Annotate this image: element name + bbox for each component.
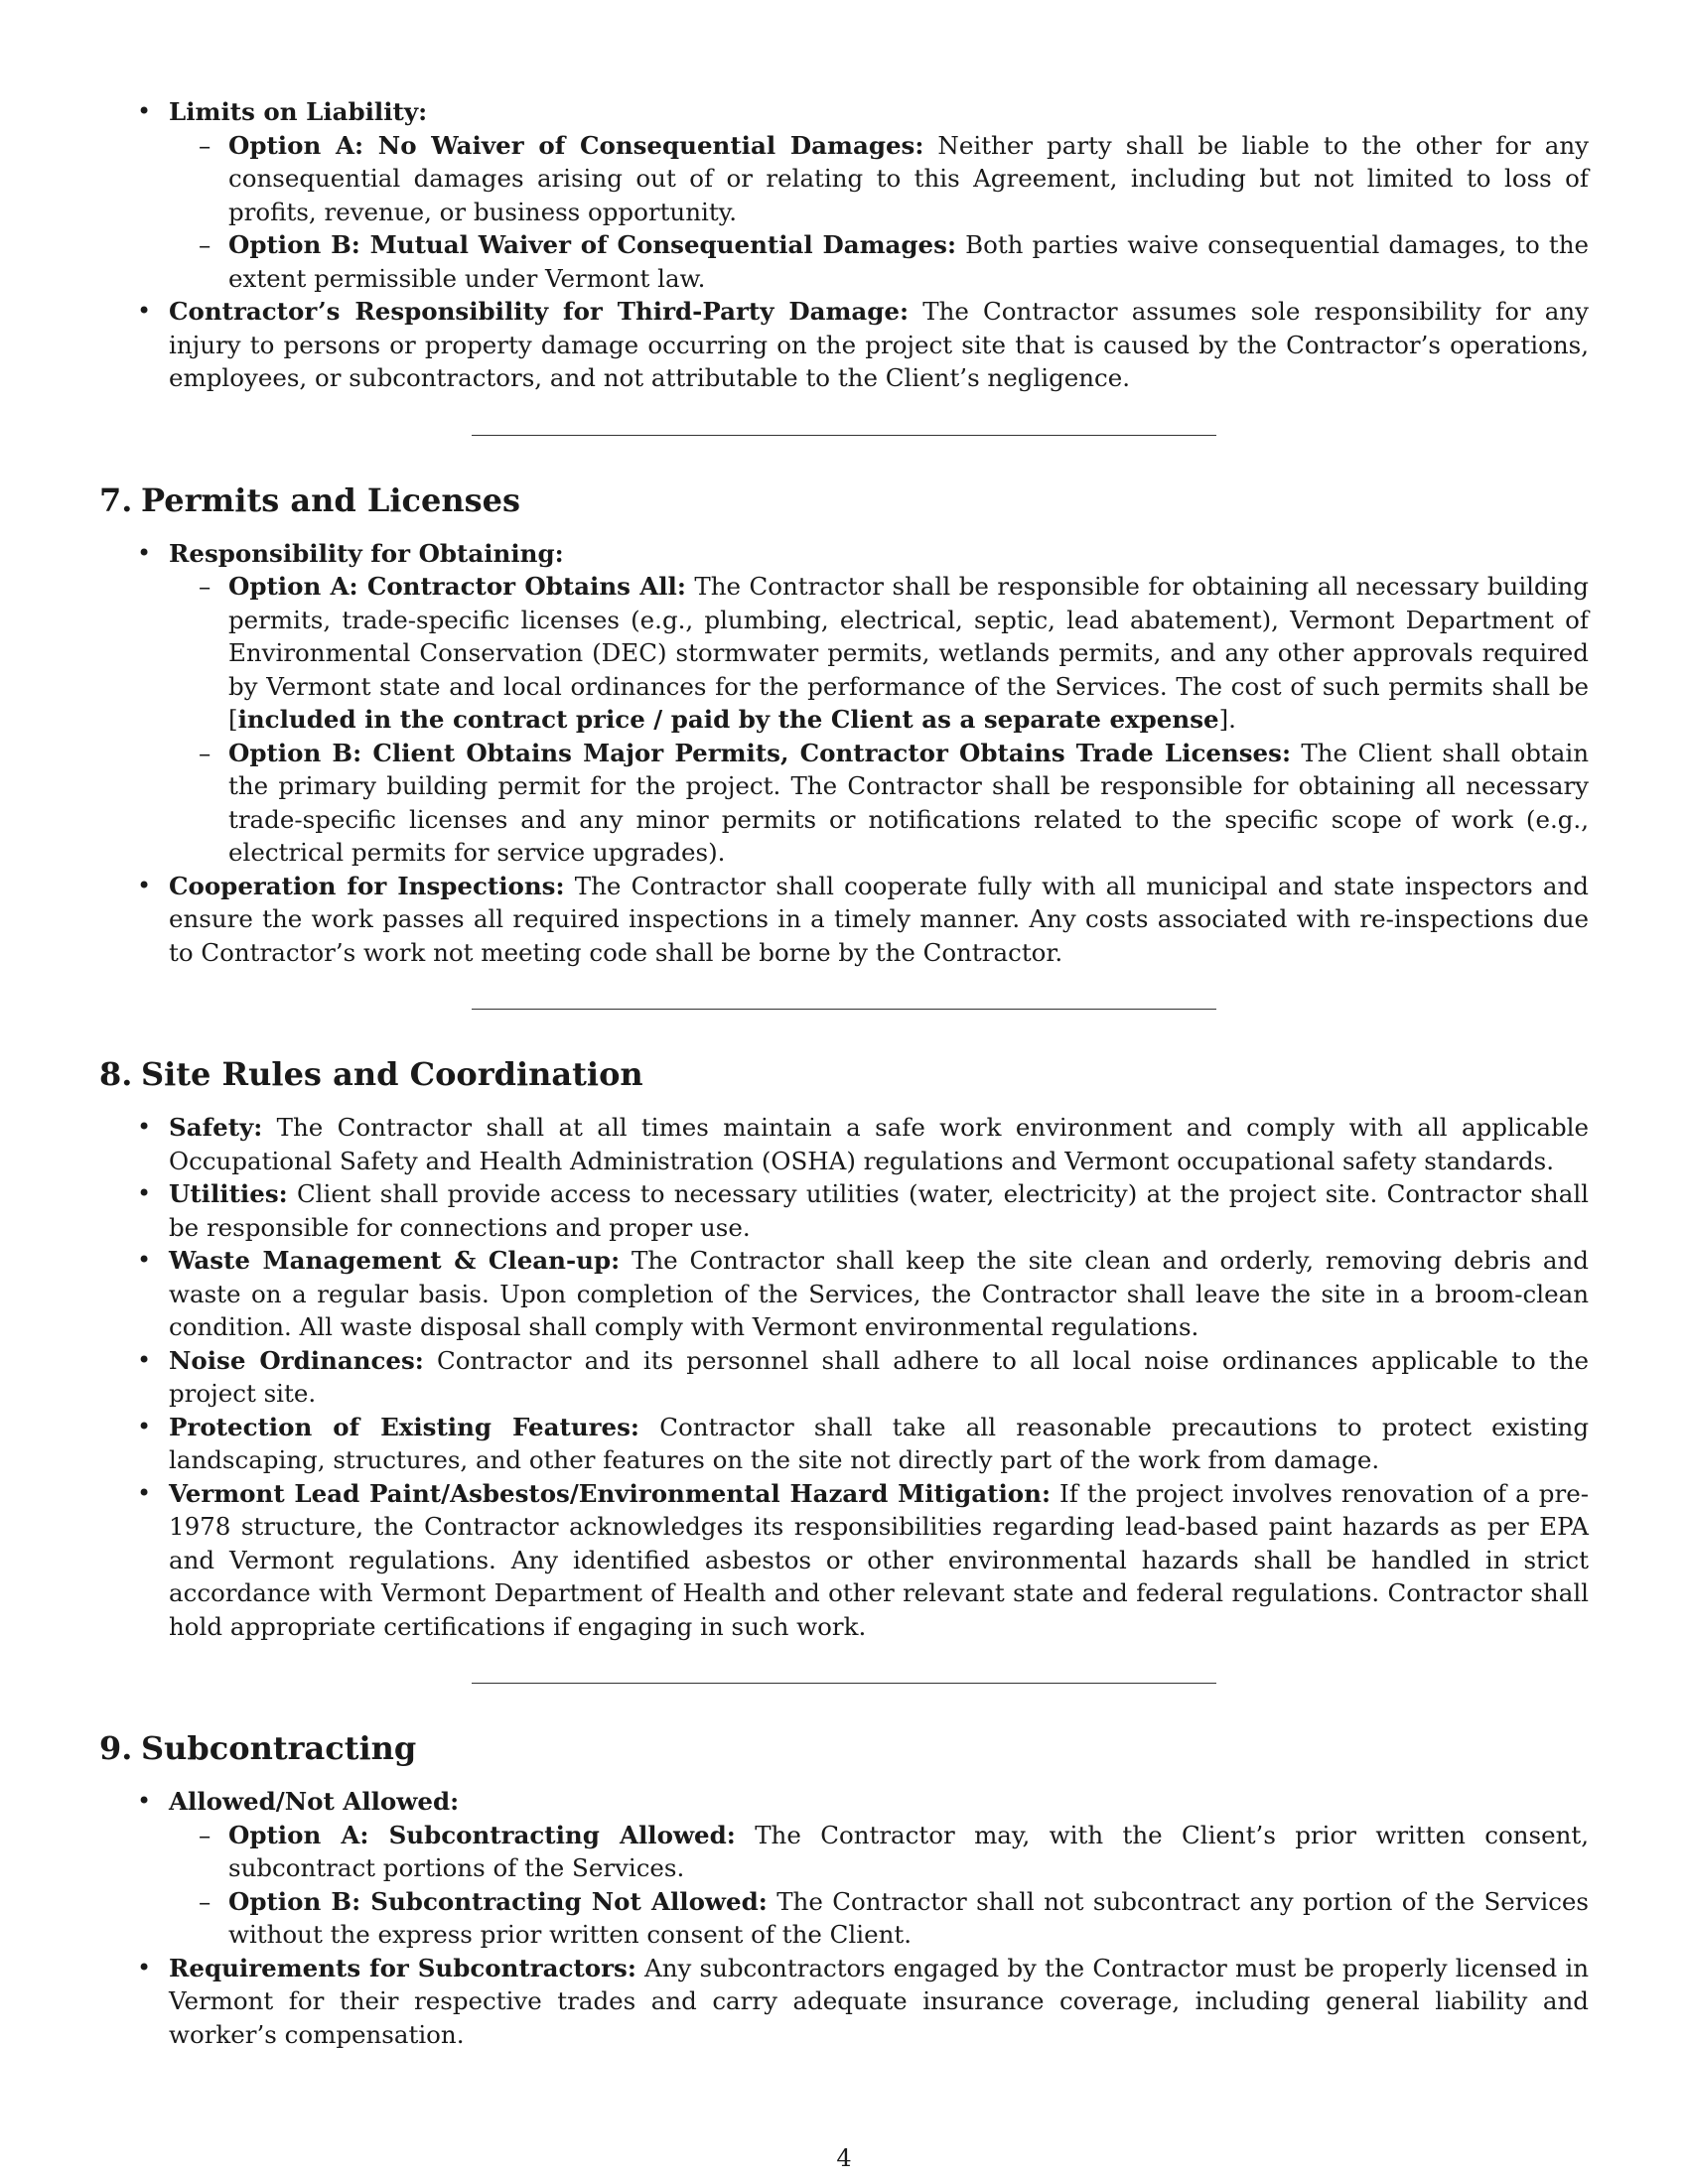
- subcontracting-list: [99, 1785, 1589, 2051]
- sub-list-item: [169, 1885, 1589, 1952]
- list-item: [99, 1411, 1589, 1477]
- item-label: Allowed/Not Allowed:: [169, 1787, 460, 1816]
- sub-list: [169, 129, 1589, 296]
- section-divider: [472, 1009, 1216, 1010]
- option-label: Option A: Contractor Obtains All:: [228, 572, 686, 601]
- item-label: Waste Management & Clean-up:: [169, 1246, 621, 1275]
- site-rules-list: [99, 1111, 1589, 1643]
- list-item: [99, 870, 1589, 970]
- option-text: The Client shall obtain the primary building permit for the project. The Contractor shall be responsible for obtaining all necessary trade-specific licenses and any minor permits or notifications related to the specific scope of work (e.g., electrical permits for service upgrades).: [228, 738, 1589, 867]
- list-item: [99, 537, 1589, 870]
- item-text: Contractor and its personnel shall adhere to all local noise ordinances applicable to the project site.: [169, 1345, 1590, 1408]
- item-label: Utilities:: [169, 1179, 288, 1208]
- list-item: [99, 1177, 1589, 1244]
- option-label: Option B: Mutual Waiver of Consequential Damages:: [228, 230, 956, 259]
- sub-list: [169, 1819, 1589, 1952]
- page-content: [99, 95, 1589, 2051]
- option-text: The Contractor shall not subcontract any portion of the Services without the express prior written consent of the Client.: [228, 1886, 1589, 1949]
- section-divider: [472, 435, 1216, 436]
- item-label: Safety:: [169, 1113, 263, 1142]
- sub-list: [169, 570, 1589, 870]
- option-text: Neither party shall be liable to the other for any consequential damages arising out of or relating to this Agreement, including but not limited to loss of profits, revenue, or business opportunity.: [228, 130, 1589, 226]
- option-text-end: ].: [1218, 705, 1236, 734]
- item-label: Limits on Liability:: [169, 97, 428, 126]
- option-text: The Contractor shall be responsible for obtaining all necessary building permits, trade-specific licenses (e.g., plumbing, electrical, septic, lead abatement), Vermont Department of Environmental Conservation (DEC) stormwater permits, wetlands permits, and any other approvals required by Vermont state and local ordinances for the performance of the Services. The cost of such permits shall be [: [228, 572, 1589, 734]
- list-item: [99, 1952, 1589, 2052]
- sub-list-item: [169, 737, 1589, 870]
- sub-list-item: [169, 228, 1589, 295]
- section-divider: [472, 1683, 1216, 1684]
- option-label: Option A: Subcontracting Allowed:: [228, 1820, 736, 1849]
- item-text: Client shall provide access to necessary utilities (water, electricity) at the project site. Contractor shall be responsible for connections and proper use.: [169, 1179, 1589, 1242]
- item-label: Cooperation for Inspections:: [169, 871, 565, 900]
- item-label: Contractor’s Responsibility for Third-Party Damage:: [169, 297, 910, 326]
- option-label: Option B: Client Obtains Major Permits, Contractor Obtains Trade Licenses:: [228, 738, 1291, 767]
- list-item: [99, 1244, 1589, 1344]
- item-text: Contractor shall take all reasonable precautions to protect existing landscaping, structures, and other features on the site not directly part of the work from damage.: [169, 1412, 1590, 1474]
- page-number: 4: [836, 2144, 852, 2172]
- permits-list: [99, 537, 1589, 970]
- option-label: Option B: Subcontracting Not Allowed:: [228, 1886, 768, 1916]
- list-item: [99, 295, 1589, 395]
- item-label: Protection of Existing Features:: [169, 1412, 639, 1441]
- list-item: [99, 1785, 1589, 1952]
- section-number: 8.: [99, 1055, 133, 1093]
- option-text: The Contractor may, with the Client’s prior written consent, subcontract portions of the Services.: [228, 1820, 1589, 1882]
- item-label: Vermont Lead Paint/Asbestos/Environmental Hazard Mitigation:: [169, 1478, 1051, 1508]
- liability-list: [99, 95, 1589, 395]
- item-text: The Contractor assumes sole responsibility for any injury to persons or property damage occurring on the project site that is caused by the Contractor’s operations, employees, or subcontractors, and not attributable to the Client’s negligence.: [169, 297, 1589, 392]
- section-heading: [99, 1729, 1589, 1767]
- item-label: Requirements for Subcontractors:: [169, 1953, 636, 1982]
- item-text: The Contractor shall at all times maintain a safe work environment and comply with all applicable Occupational Safety and Health Administration (OSHA) regulations and Vermont occupational safety standards.: [169, 1113, 1589, 1175]
- option-text: Both parties waive consequential damages, to the extent permissible under Vermont law.: [228, 230, 1589, 293]
- sub-list-item: [169, 1819, 1589, 1885]
- list-item: [99, 1344, 1589, 1411]
- item-label: Noise Ordinances:: [169, 1345, 424, 1375]
- section-title: Subcontracting: [141, 1729, 417, 1767]
- item-label: Responsibility for Obtaining:: [169, 538, 564, 568]
- section-heading: [99, 1055, 1589, 1093]
- section-number: 7.: [99, 480, 133, 519]
- option-bold-text: included in the contract price / paid by the Client as a separate expense: [237, 705, 1219, 734]
- section-heading: [99, 481, 1589, 519]
- sub-list-item: [169, 129, 1589, 229]
- section-title: Permits and Licenses: [141, 480, 521, 519]
- item-text: If the project involves renovation of a pre-1978 structure, the Contractor acknowledges its responsibilities regarding lead-based paint hazards as per EPA and Vermont regulations. Any identified asbestos or other environmental hazards shall be handled in strict accordance with Vermont Department of Health and other relevant state and federal regulations. Contractor shall hold appropriate certifications if engaging in such work.: [169, 1478, 1589, 1641]
- sub-list-item: [169, 570, 1589, 737]
- section-title: Site Rules and Coordination: [141, 1055, 643, 1093]
- list-item: [99, 1477, 1589, 1644]
- list-item: [99, 1111, 1589, 1177]
- item-text: The Contractor shall cooperate fully with all municipal and state inspectors and ensure the work passes all required inspections in a timely manner. Any costs associated with re-inspections due to Contractor’s work not meeting code shall be borne by the Contractor.: [169, 871, 1589, 967]
- list-item: [99, 95, 1589, 295]
- item-text: Any subcontractors engaged by the Contractor must be properly licensed in Vermont for their respective trades and carry adequate insurance coverage, including general liability and worker’s compensation.: [169, 1953, 1589, 2049]
- item-text: The Contractor shall keep the site clean and orderly, removing debris and waste on a regular basis. Upon completion of the Services, the Contractor shall leave the site in a broom-clean condition. All waste disposal shall comply with Vermont environmental regulations.: [169, 1246, 1589, 1341]
- option-label: Option A: No Waiver of Consequential Damages:: [228, 130, 924, 160]
- section-number: 9.: [99, 1729, 133, 1767]
